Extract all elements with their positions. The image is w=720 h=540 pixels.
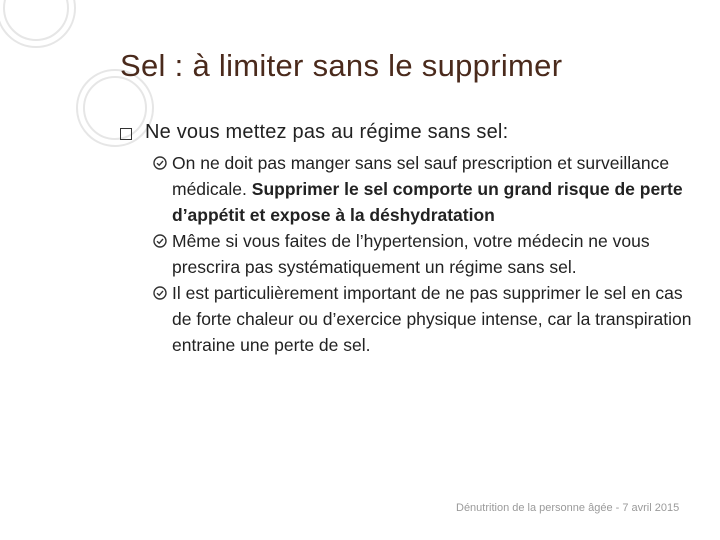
slide-title: Sel : à limiter sans le supprimer: [120, 48, 563, 83]
sub-bullet-item-3: [153, 280, 698, 358]
sub-bullet-item-1: [153, 150, 698, 228]
sub-item-text: On ne doit pas manger sans sel sauf prescription et surveillance médicale.: [172, 153, 670, 199]
sub-item-text: Même si vous faites de l’hypertension, votre médecin ne vous prescrira pas systématiquement un régime sans sel.: [172, 231, 650, 277]
circle-check-icon: [153, 156, 167, 170]
square-outline-icon: [120, 128, 132, 140]
circle-check-icon: [153, 286, 167, 300]
circle-check-icon: [153, 234, 167, 248]
sub-item-bold-text: Supprimer le sel comporte un grand risque de perte d’appétit et expose à la déshydratation: [172, 179, 683, 225]
slide-footer: Dénutrition de la personne âgée - 7 avril 2015: [456, 502, 680, 514]
level1-text: Ne vous mettez pas au régime sans sel:: [145, 121, 509, 143]
sub-bullet-list: [153, 150, 698, 358]
sub-item-text: Il est particulièrement important de ne pas supprimer le sel en cas de forte chaleur ou d’exercice physique intense, car la transpiration entraine une perte de sel.: [172, 283, 692, 355]
sub-bullet-item-2: [153, 228, 698, 280]
